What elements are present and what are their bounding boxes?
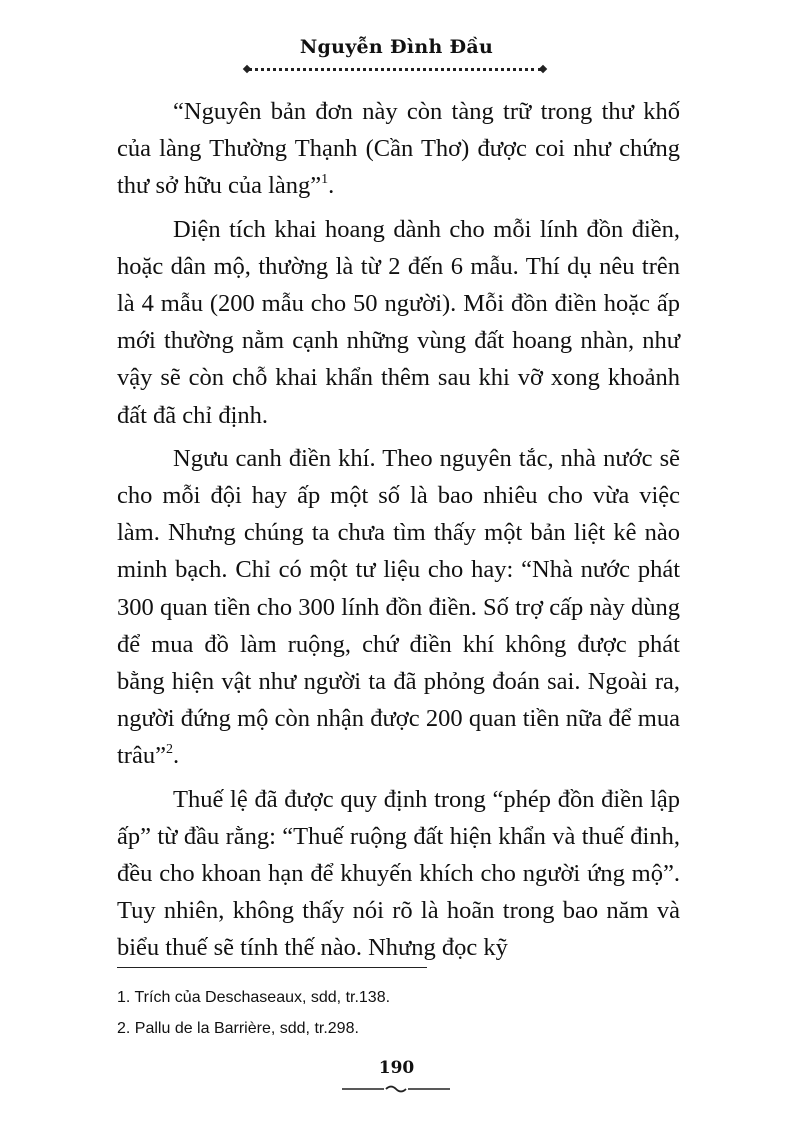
footnote-1: 1. Trích của Deschaseaux, sdd, tr.138. <box>117 989 391 1006</box>
body-text <box>117 93 680 973</box>
paragraph-2: Diện tích khai hoang dành cho mỗi lính đồn điền, hoặc dân mộ, thường là từ 2 đến 6 mẫu. Thí dụ nêu trên là 4 mẫu (200 mẫu cho 50 người). Mỗi đồn điền hoặc ấp mới thường nằm cạnh những vùng đất hoang nhàn, như vậy sẽ còn chỗ khai khẩn thêm sau khi vỡ xong khoảnh đất đã chỉ định. <box>117 215 680 429</box>
footnote-ref-1: 1 <box>321 172 329 188</box>
paragraph-4: Thuế lệ đã được quy định trong “phép đồn điền lập ấp” từ đầu rằng: “Thuế ruộng đất hiện khẩn và thuế đinh, đều cho khoan hạn để khuyến khích cho người ứng mộ”. Tuy nhiên, không thấy nói rõ là hoãn trong bao năm và biểu thuế sẽ tính thế nào. Nhưng đọc kỹ <box>117 785 680 962</box>
footnotes <box>117 982 617 1044</box>
paragraph-1: “Nguyên bản đơn này còn tàng trữ trong thư khố của làng Thường Thạnh (Cần Thơ) được coi như chứng thư sở hữu của làng”$^1$. <box>117 98 680 200</box>
page-number-ornament <box>342 1084 450 1094</box>
running-header: Nguyễn Đình Đầu <box>299 36 494 58</box>
paragraph-3: Ngưu canh điền khí. Theo nguyên tắc, nhà nước sẽ cho mỗi đội hay ấp một số là bao nhiêu cho vừa việc làm. Nhưng chúng ta chưa tìm thấy một bản liệt kê nào minh bạch. Chỉ có một tư liệu cho hay: “Nhà nước phát 300 quan tiền cho 300 lính đồn điền. Số trợ cấp này dùng để mua đồ làm ruộng, chứ điền khí không được phát bằng hiện vật như người ta đã phỏng đoán sai. Ngoài ra, người đứng mộ còn nhận được 200 quan tiền nữa để mua trâu”$^2$. <box>117 444 680 770</box>
footnote-divider <box>117 967 427 968</box>
page-number: 190 <box>378 1058 415 1078</box>
header-ornament-rule <box>248 68 542 71</box>
footnote-2: 2. Pallu de la Barrière, sdd, tr.298. <box>117 1020 359 1037</box>
footnote-ref-2: 2 <box>165 742 173 758</box>
